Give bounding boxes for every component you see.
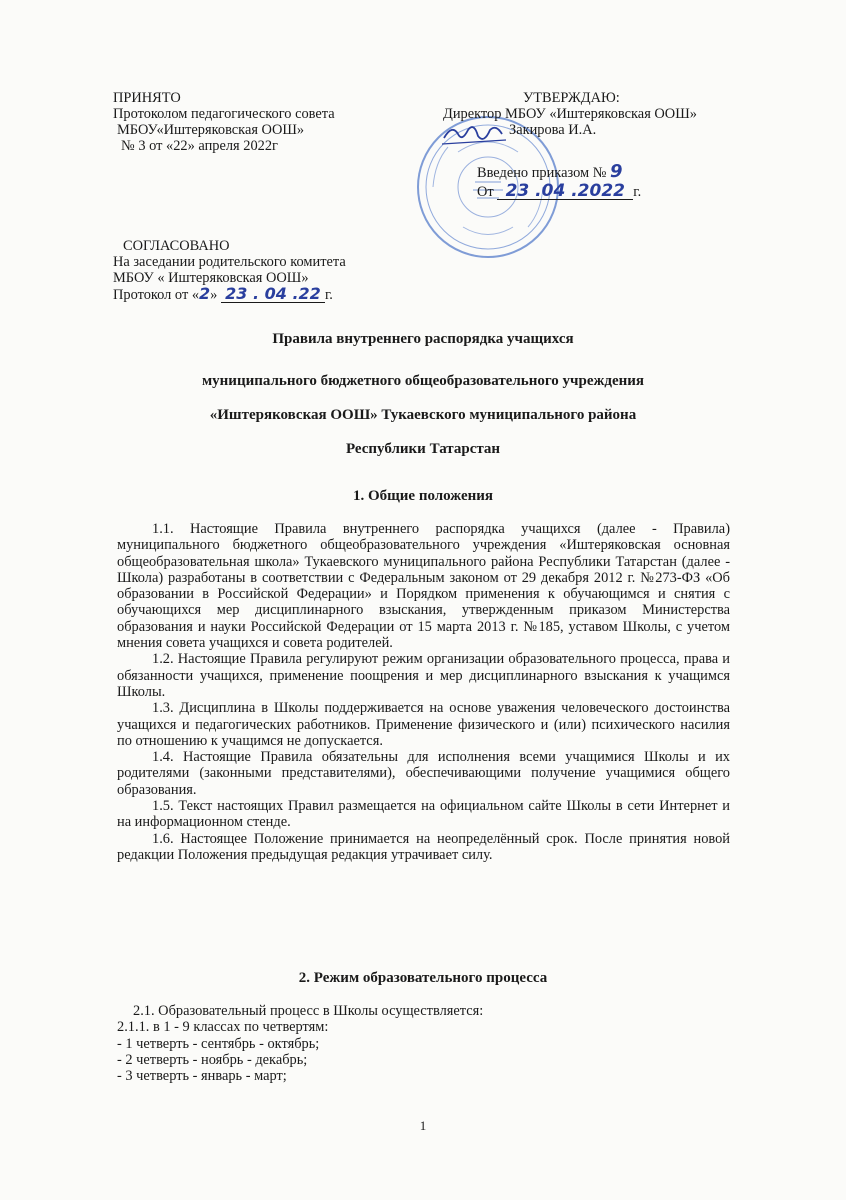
order-line [477, 161, 641, 182]
agreed-line2: МБОУ « Иштеряковская ООШ» [113, 270, 309, 286]
ratify-label: УТВЕРЖДАЮ: [523, 90, 620, 106]
paragraph-1-1: 1.1. Настоящие Правила внутреннего распорядка учащихся (далее - Правила) муниципального бюджетного общеобразовательного учреждения «Иштеряковская основная общеобразовательная школа» Тукаевского муниципального района Республики Татарстан (далее - Школа) разработаны в соответствии с Федеральным законом от 29 декабря 2012 г. №273-ФЗ «Об образовании в Российской Федерации» и Порядком применения к обучающимся и снятия с обучающихся мер дисциплинарного взыскания, утвержденным приказом Министерства образования и науки Российской Федерации от 15 марта 2013 г. №185, уставом Школы, с учетом мнения совета учащихся и совета родителей. [117, 521, 730, 652]
section-2-body [117, 1003, 730, 1084]
list-item-quarter-2: - 2 четверть - ноябрь - декабрь; [117, 1051, 308, 1068]
page-number: 1 [419, 1118, 427, 1133]
doc-title-line3: «Иштеряковская ООШ» Тукаевского муниципального района [209, 407, 637, 423]
ratify-line1: Директор МБОУ «Иштеряковская ООШ» [443, 106, 697, 122]
order-date: 23 .04 .2022 [497, 183, 633, 200]
protocol-mid: » [210, 287, 218, 303]
order-date-suffix: г. [633, 184, 642, 200]
order-date-prefix: От [477, 184, 494, 200]
agreed-protocol-line [113, 286, 346, 303]
order-number: 9 [610, 161, 623, 182]
ratify-block [443, 90, 697, 138]
section-1-heading: 1. Общие положения [352, 488, 494, 504]
doc-title-line4: Республики Татарстан [345, 441, 501, 457]
paragraph-1-4: 1.4. Настоящие Правила обязательны для исполнения всеми учащимися Школы и их родителями (законными представителями), обеспечивающими получение учащимися общего образования. [117, 749, 730, 798]
doc-title-line2: муниципального бюджетного общеобразовательного учреждения [201, 373, 645, 389]
approved-label: ПРИНЯТО [113, 90, 181, 106]
paragraph-2-1-1: 2.1.1. в 1 - 9 классах по четвертям: [117, 1019, 329, 1036]
agreed-block [113, 238, 346, 303]
paragraph-1-3: 1.3. Дисциплина в Школы поддерживается на основе уважения человеческого достоинства учащихся и педагогических работников. Применение физического и (или) психического насилия по отношению к учащимся не допускается. [117, 700, 730, 749]
section-1-body [117, 521, 730, 863]
approved-line2: МБОУ«Иштеряковская ООШ» [117, 122, 305, 138]
order-date-line [477, 183, 641, 200]
paragraph-1-5: 1.5. Текст настоящих Правил размещается на официальном сайте Школы в сети Интернет и на информационном стенде. [117, 798, 730, 831]
section-2-heading: 2. Режим образовательного процесса [298, 970, 548, 986]
protocol-date: 23 . 04 .22 [221, 286, 325, 303]
agreed-label: СОГЛАСОВАНО [123, 238, 230, 254]
list-item-quarter-3: - 3 четверть - январь - март; [117, 1068, 287, 1085]
doc-title-line1: Правила внутреннего распорядка учащихся [272, 331, 574, 347]
protocol-suffix: г. [324, 287, 333, 303]
list-item-quarter-1: - 1 четверть - сентябрь - октябрь; [117, 1035, 320, 1052]
order-prefix: Введено приказом № [477, 165, 607, 181]
approved-block [113, 90, 335, 154]
paragraph-1-2: 1.2. Настоящие Правила регулируют режим организации образовательного процесса, права и обязанности учащихся, применение поощрения и мер дисциплинарного взыскания к учащимся Школы. [117, 651, 730, 700]
order-block [477, 161, 642, 201]
paragraph-1-6: 1.6. Настоящее Положение принимается на неопределённый срок. После принятия новой редакции Положения предыдущая редакция утрачивает силу. [117, 830, 730, 863]
approved-line1: Протоколом педагогического совета [113, 106, 335, 122]
agreed-line1: На заседании родительского комитета [113, 254, 346, 270]
protocol-number: 2 [199, 284, 211, 303]
protocol-prefix: Протокол от « [113, 287, 200, 303]
approved-line3: № 3 от «22» апреля 2022г [121, 138, 278, 154]
ratify-line2: Закирова И.А. [509, 122, 597, 138]
paragraph-2-1: 2.1. Образовательный процесс в Школы осуществляется: [133, 1003, 484, 1019]
